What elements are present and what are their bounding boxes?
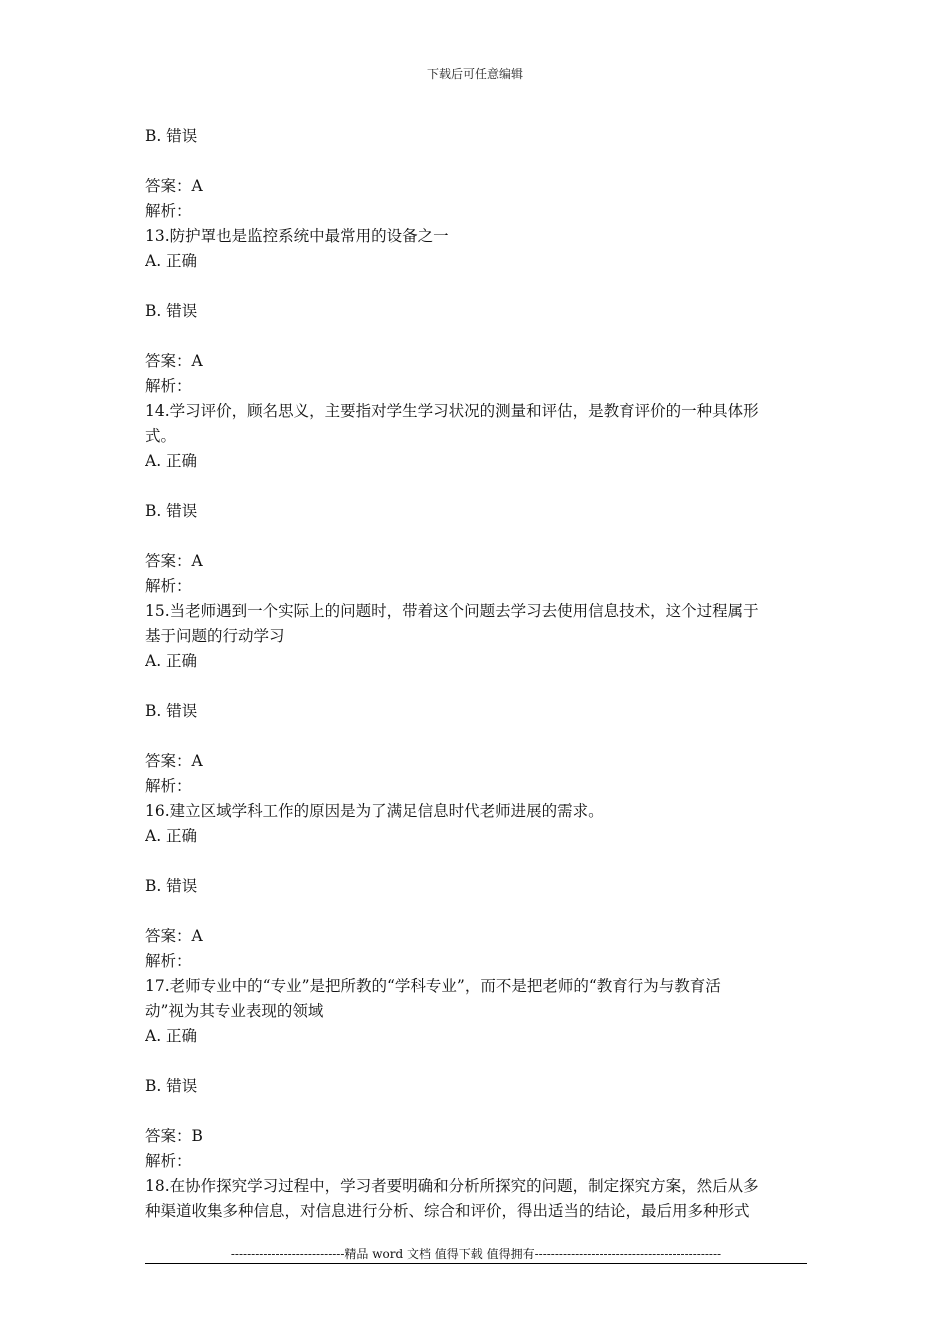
page-footer: ----------------------------精品 word 文档 值得下载 值得拥有---------------------------------------------- [230, 1247, 722, 1261]
blank-line [145, 274, 810, 299]
blank-line [145, 1049, 810, 1074]
text-line: 17.老师专业中的“专业”是把所教的“学科专业”，而不是把老师的“教育行为与教育活 [145, 977, 721, 995]
text-line: 14.学习评价，顾名思义，主要指对学生学习状况的测量和评估，是教育评价的一种具体形 [145, 402, 759, 420]
text-line: B. 错误 [145, 702, 198, 720]
blank-line [145, 899, 810, 924]
text-line: 15.当老师遇到一个实际上的问题时，带着这个问题去学习去使用信息技术，这个过程属于 [145, 602, 759, 620]
text-line: B. 错误 [145, 502, 198, 520]
text-line: A. 正确 [145, 1027, 198, 1045]
text-line: B. 错误 [145, 1077, 198, 1095]
page-header: 下载后可任意编辑 [426, 67, 523, 81]
blank-line [145, 1099, 810, 1124]
text-line: 答案：B [145, 1127, 203, 1145]
text-line: A. 正确 [145, 252, 198, 270]
blank-line [145, 849, 810, 874]
text-line: 答案：A [145, 552, 203, 570]
text-line: 解析： [145, 202, 192, 220]
question-list [145, 124, 810, 1224]
text-line: B. 错误 [145, 877, 198, 895]
blank-line [145, 524, 810, 549]
blank-line [145, 674, 810, 699]
text-line: A. 正确 [145, 652, 198, 670]
text-line: B. 错误 [145, 127, 198, 145]
blank-line [145, 324, 810, 349]
blank-line [145, 724, 810, 749]
text-line: 解析： [145, 952, 192, 970]
text-line: 答案：A [145, 752, 203, 770]
text-line: 答案：A [145, 352, 203, 370]
text-line: 动”视为其专业表现的领域 [145, 1002, 324, 1020]
text-line: 13.防护罩也是监控系统中最常用的设备之一 [145, 227, 449, 245]
text-line: A. 正确 [145, 827, 198, 845]
text-line: 16.建立区域学科工作的原因是为了满足信息时代老师进展的需求。 [145, 802, 604, 820]
text-line: A. 正确 [145, 452, 198, 470]
text-line: 解析： [145, 577, 192, 595]
text-line: 式。 [145, 427, 177, 445]
text-line: B. 错误 [145, 302, 198, 320]
footer-rule [145, 1263, 807, 1264]
text-line: 答案：A [145, 177, 203, 195]
text-line: 18.在协作探究学习过程中，学习者要明确和分析所探究的问题，制定探究方案，然后从多 [145, 1177, 759, 1195]
blank-line [145, 474, 810, 499]
text-line: 答案：A [145, 927, 203, 945]
text-line: 解析： [145, 377, 192, 395]
text-line: 解析： [145, 1152, 192, 1170]
text-line: 种渠道收集多种信息，对信息进行分析、综合和评价，得出适当的结论，最后用多种形式 [145, 1202, 750, 1220]
text-line: 基于问题的行动学习 [145, 627, 285, 645]
blank-line [145, 149, 810, 174]
text-line: 解析： [145, 777, 192, 795]
